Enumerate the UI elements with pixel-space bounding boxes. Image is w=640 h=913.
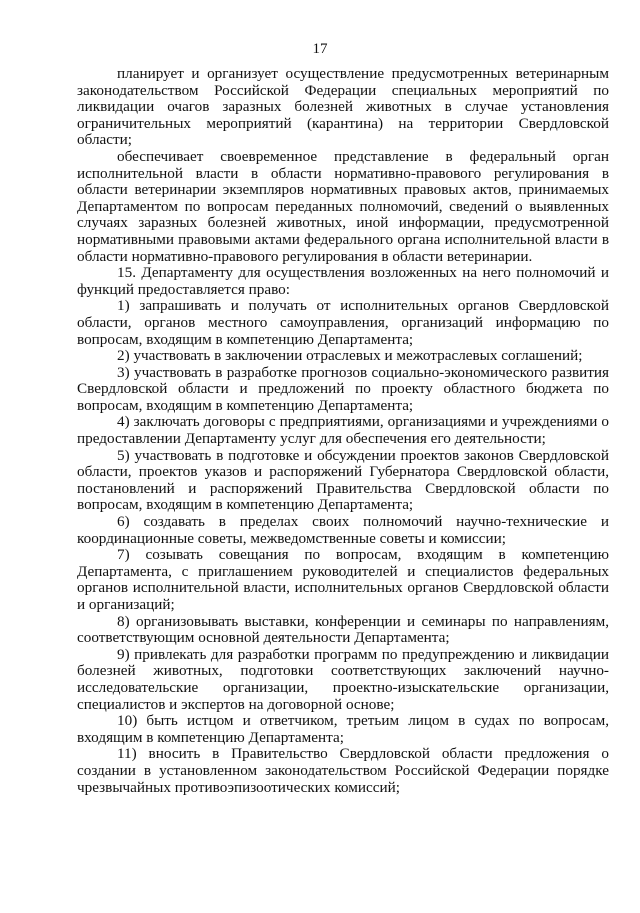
- list-item-6: 6) создавать в пределах своих полномочий научно-технические и координационные советы, межведомственные советы и комиссии;: [77, 513, 609, 547]
- document-body: [77, 66, 609, 796]
- list-item-7: 7) созывать совещания по вопросам, входящим в компетенцию Департамента, с приглашением руководителей и специалистов федеральных органов исполнительной власти, исполнительных органов Свердловской области и организаций;: [77, 546, 609, 613]
- list-item-1: 1) запрашивать и получать от исполнительных органов Свердловской области, органов местного самоуправления, организаций информацию по вопросам, входящим в компетенцию Департамента;: [77, 297, 609, 348]
- paragraph-section-15-rights: 15. Департаменту для осуществления возложенных на него полномочий и функций предоставляется право:: [77, 264, 609, 298]
- list-item-5: 5) участвовать в подготовке и обсуждении проектов законов Свердловской области, проектов указов и распоряжений Губернатора Свердловской области, постановлений и распоряжений Правительства Свердловской области по вопросам, входящим в компетенцию Департамента;: [77, 446, 609, 514]
- paragraph-plans-veterinary-measures: планирует и организует осуществление предусмотренных ветеринарным законодательством Российской Федерации специальных мероприятий по ликвидации очагов заразных болезней животных в случае установления ограничительных мероприятий (карантина) на территории Свердловской области;: [77, 65, 609, 149]
- page-number: 17: [312, 41, 328, 57]
- list-item-9: 9) привлекать для разработки программ по предупреждению и ликвидации болезней животных, подготовки соответствующих заключений научно-исследовательские организации, проектно-изыскательские организации, специалистов и экспертов на договорной основе;: [77, 645, 609, 713]
- list-item-11: 11) вносить в Правительство Свердловской области предложения о создании в установленном законодательством Российской Федерации порядке чрезвычайных противоэпизоотических комиссий;: [77, 745, 609, 796]
- list-item-10: 10) быть истцом и ответчиком, третьим лицом в судах по вопросам, входящим в компетенцию Департамента;: [77, 712, 609, 746]
- list-item-2: 2) участвовать в заключении отраслевых и межотраслевых соглашений;: [117, 347, 583, 365]
- list-item-4: 4) заключать договоры с предприятиями, организациями и учреждениями о предоставлении Департаменту услуг для обеспечения его деятельности;: [77, 413, 609, 448]
- list-item-8: 8) организовывать выставки, конференции и семинары по направлениям, соответствующим основной деятельности Департамента;: [77, 612, 609, 647]
- paragraph-provides-legal-acts: обеспечивает своевременное представление в федеральный орган исполнительной власти в области нормативно-правового регулирования в области ветеринарии экземпляров нормативных правовых актов, принимаемых Департаментом по вопросам переданных полномочий, сведений о выявленных случаях заразных болезней животных, иной информации, предусмотренной нормативными правовыми актами федерального органа исполнительной власти в области нормативно-правового регулирования в области ветеринарии.: [77, 147, 609, 265]
- list-item-3: 3) участвовать в разработке прогнозов социально-экономического развития Свердловской области и предложений по проекту областного бюджета по вопросам, входящим в компетенцию Департамента;: [77, 363, 609, 414]
